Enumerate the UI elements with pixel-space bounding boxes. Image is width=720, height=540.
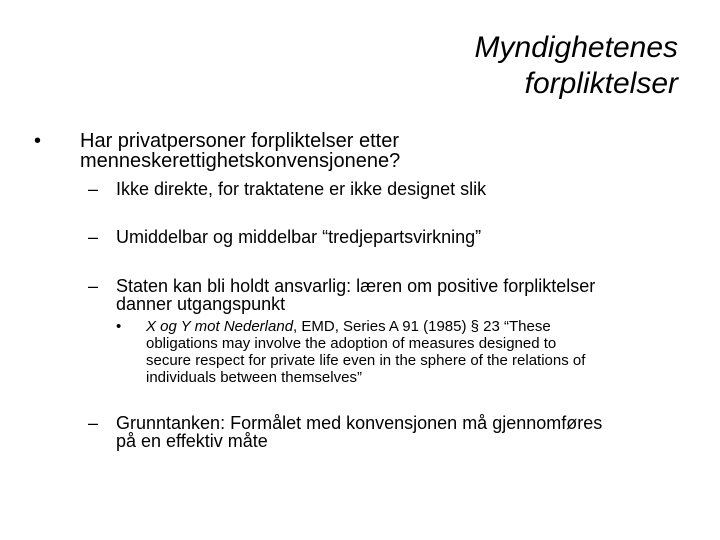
dash-marker: – <box>88 276 99 296</box>
sub-item-third-party-effect <box>88 228 688 248</box>
slide-title-line-2: forpliktelser <box>524 67 678 100</box>
case-quote-line-2: obligations may involve the adoption of measures designed to <box>146 335 557 352</box>
sub-item-not-directly <box>88 180 688 200</box>
sub-item-effective-purpose <box>88 414 688 452</box>
slide-title-line-1: Myndighetenes <box>474 31 678 64</box>
case-quote-line-1 <box>146 318 585 335</box>
bullet-text-line-1: Har privatpersoner forpliktelser etter <box>80 130 400 152</box>
sub-item-text-line-2: på en effektiv måte <box>116 431 268 451</box>
bullet-marker: • <box>34 130 42 152</box>
case-name: X og Y mot Nederland <box>146 318 294 335</box>
dash-marker: – <box>88 227 99 247</box>
slide-title <box>178 30 678 102</box>
case-quote-line-4: individuals between themselves” <box>146 369 362 386</box>
sub-item-text <box>116 414 602 450</box>
case-quote-text <box>146 318 585 386</box>
case-citation: , EMD, Series A 91 (1985) § 23 “These <box>293 318 551 335</box>
case-quote-line-3: secure respect for private life even in the sphere of the relations of <box>146 352 586 369</box>
sub-item-state-responsibility <box>88 277 688 315</box>
sub-item-text-line-1: Staten kan bli holdt ansvarlig: læren om positive forpliktelser <box>116 276 596 296</box>
bullet-text <box>80 131 400 171</box>
sub-item-text-line-2: danner utgangspunkt <box>116 294 286 314</box>
bullet-text-line-2: menneskerettighetskonvensjonene? <box>80 150 401 172</box>
dash-marker: – <box>88 179 99 199</box>
sub-item-text-line-1: Grunntanken: Formålet med konvensjonen må gjennomføres <box>116 413 603 433</box>
case-quote-item <box>116 318 696 390</box>
bullet-marker: • <box>116 318 122 335</box>
bullet-item-private-obligations <box>34 131 694 171</box>
sub-item-text: Umiddelbar og middelbar “tredjepartsvirkning” <box>116 227 482 247</box>
sub-item-text <box>116 277 595 313</box>
dash-marker: – <box>88 413 99 433</box>
sub-item-text: Ikke direkte, for traktatene er ikke designet slik <box>116 179 487 199</box>
